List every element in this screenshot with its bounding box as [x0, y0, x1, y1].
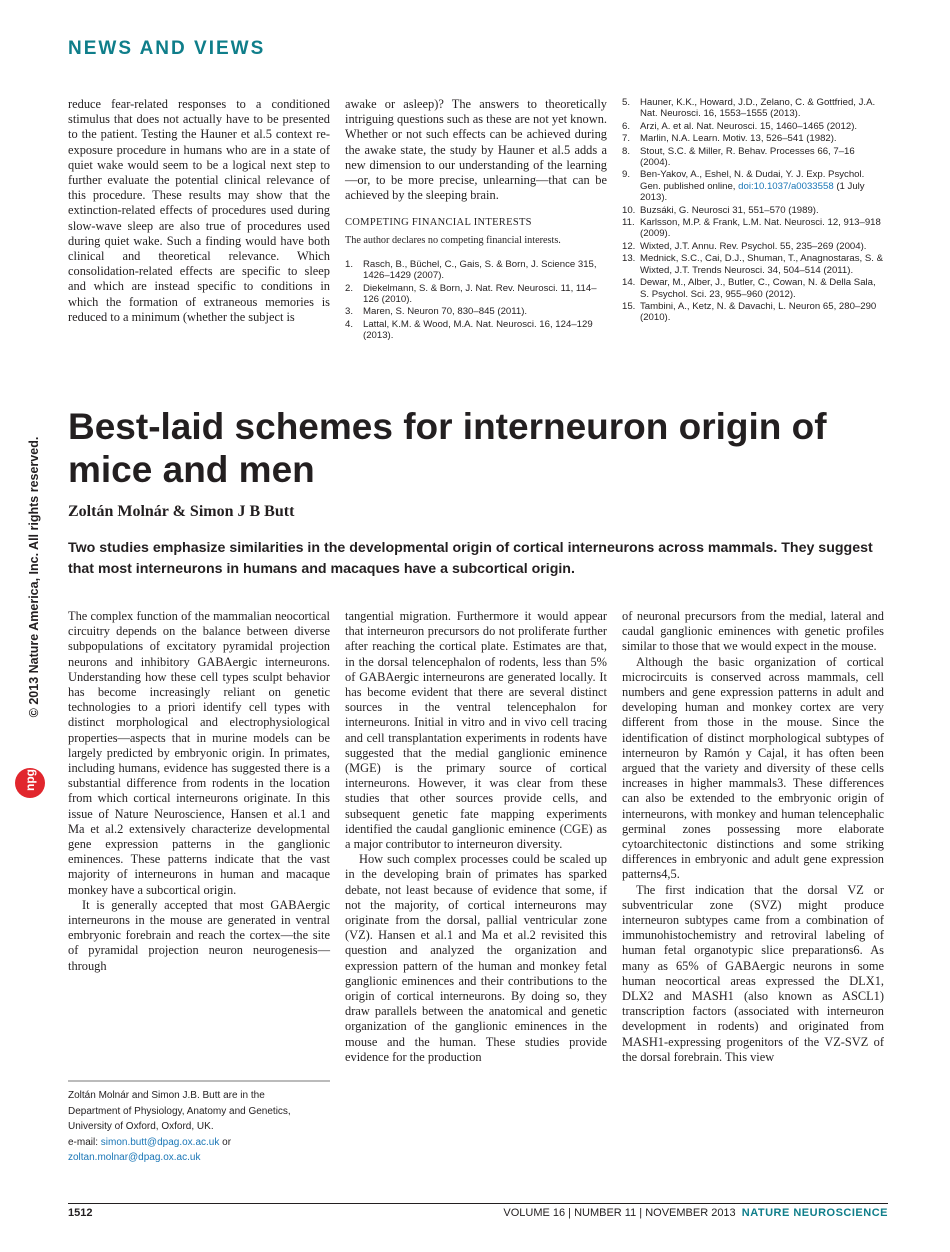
- reference-item: [622, 241, 884, 252]
- reference-text: Wixted, J.T. Annu. Rev. Psychol. 55, 235–269 (2004).: [640, 240, 867, 252]
- reference-number: 4.: [345, 318, 354, 330]
- body-paragraph: of neuronal precursors from the medial, lateral and caudal ganglionic eminences with genetic profiles similar to those that we would expect in the mouse.: [622, 609, 884, 654]
- issue-info: [503, 1207, 888, 1219]
- footer-rule: [68, 1203, 888, 1204]
- reference-item: [345, 306, 607, 317]
- reference-list-b: [622, 97, 884, 324]
- reference-item: [622, 217, 884, 240]
- reference-number: 5.: [622, 97, 631, 108]
- reference-text: Dewar, M., Alber, J., Butler, C., Cowan, N. & Della Sala, S. Psychol. Sci. 23, 955–960 (2012).: [640, 277, 876, 300]
- reference-text: (1 July 2013).: [640, 180, 865, 204]
- article-authors: Zoltán Molnár & Simon J B Butt: [68, 503, 295, 520]
- section-heading: NEWS AND VIEWS: [68, 38, 266, 59]
- reference-number: 7.: [622, 133, 631, 145]
- body-paragraph: tangential migration. Furthermore it would appear that interneuron precursors do not proliferate further after reaching the cortical plate. Estimates are that, in the dorsal telencephalon of rodents, less than 5% of GABAergic interneurons are generated locally. It has become evident that there are several distinct sources in the ventral telencephalon for interneurons. Initial in vitro and in vivo cell tracing and cell transplantation experiments in rodents have suggested that the medial ganglionic eminence (MGE) is the primary source of cortical interneurons. However, it was clear from these studies that other sources provide cells, and subsequent genetic fate mapping experiments identified the caudal ganglionic eminence (CGE) as a major contributor to interneuron diversity.: [345, 609, 607, 852]
- affiliation-line: University of Oxford, Oxford, UK.: [68, 1121, 214, 1132]
- reference-text: Mednick, S.C., Cai, D.J., Shuman, T., Anagnostaras, S. & Wixted, J.T. Trends Neurosci. 34, 504–514 (2011).: [640, 253, 883, 276]
- competing-interests-heading: COMPETING FINANCIAL INTERESTS: [345, 217, 532, 229]
- issue-text: VOLUME 16 | NUMBER 11 | NOVEMBER 2013: [503, 1207, 736, 1219]
- body-paragraph: It is generally accepted that most GABAergic interneurons in the mouse are generated in ventral embryonic forebrain and reach the cortex—the site of pyramidal projection neuron neurogenesis—through: [68, 897, 330, 973]
- email-link-molnar[interactable]: zoltan.molnar@dpag.ox.ac.uk: [68, 1152, 201, 1163]
- reference-text: Stout, S.C. & Miller, R. Behav. Processes 66, 7–16 (2004).: [640, 145, 855, 169]
- reference-number: 1.: [345, 258, 354, 270]
- reference-number: 3.: [345, 306, 354, 318]
- reference-list-a: [345, 259, 607, 342]
- reference-item: [622, 97, 884, 120]
- npg-logo-text: npg: [23, 769, 37, 791]
- reference-item: [622, 301, 884, 324]
- top-column-2-text: awake or asleep)? The answers to theoretically intriguing questions such as these are not yet known. Whether or not such effects can be achieved during the awake state, the study by Hauner et al.5 adds a new dimension to our understanding of the learning—or, to be more precise, unlearning—that can be achieved by the sleeping brain.: [345, 97, 607, 203]
- author-affiliation: [68, 1080, 330, 1166]
- body-paragraph: How such complex processes could be scaled up in the developing brain of primates has sparked debate, not least because of evidence that some, if not the majority, of cortical interneurons may originate from the dorsal, pallial ventricular zone (VZ). Hansen et al.1 and Ma et al.2 revisited this question and analyzed the organization and expression pattern of the human and monkey fetal ganglionic eminences and their contributions to the origin of cortical interneurons. By doing so, they draw parallels between the anatomical and genetic organization of the ganglionic eminences in the mouse and the human. These studies provide evidence for the production: [345, 852, 607, 1064]
- body-paragraph: The first indication that the dorsal VZ or subventricular zone (SVZ) might produce interneuron subtypes came from a combination of immunohistochemistry and retroviral labeling of human fetal organotypic slice preparations6. As many as 65% of GABAergic neurons in some human neocortical areas expressed the DLX1, DLX2 and MASH1 (also known as ASCL1) transcription factors (associated with interneuron development in rodents) and originated from MASH1-expressing progenitors of the VZ-SVZ of the dorsal forebrain. This view: [622, 882, 884, 1064]
- npg-logo: [15, 768, 45, 798]
- competing-interests-text: The author declares no competing financial interests.: [345, 234, 561, 246]
- reference-doi-link[interactable]: doi:10.1037/a0033558: [738, 180, 834, 192]
- reference-text: Karlsson, M.P. & Frank, L.M. Nat. Neurosci. 12, 913–918 (2009).: [640, 217, 881, 240]
- copyright-notice: © 2013 Nature America, Inc. All rights reserved.: [27, 436, 41, 718]
- body-paragraph: Although the basic organization of cortical microcircuits is conserved across mammals, cell numbers and gene expression patterns in adult and developing human and monkey cortex are very different from those in the mouse. Since the identification of distinct morphological subtypes of interneuron by Ramón y Cajal, it has often been argued that the variety and diversity of these cells increases in higher mammals3. These differences can also be extended to the embryonic origin of interneurons, with monkey and human telencephalic germinal zones possessing more elaborate cytoarchitectonic distinctions and some striking differences in embryonic and adult gene expression patterns4,5.: [622, 654, 884, 882]
- reference-text: Ben-Yakov, A., Eshel, N. & Dudai, Y. J. Exp. Psychol. Gen. published online,: [640, 169, 865, 192]
- reference-number: 12.: [622, 240, 636, 252]
- reference-text: Rasch, B., Büchel, C., Gais, S. & Born, J. Science 315, 1426–1429 (2007).: [363, 258, 597, 282]
- body-paragraph: The complex function of the mammalian neocortical circuitry depends on the balance between diverse subpopulations of excitatory pyramidal projection neurons and inhibitory GABAergic interneurons. Understanding how these cell types sculpt behavior has become increasingly reliant on genetic technologies to a priori identify cell types with distinct morphological and electrophysiological properties—aspects that in murine models can be largely predicted by embryonic origin. In primates, including humans, evidence has suggested there is a substantial difference from rodents in the location from which cortical interneurons originate. In this issue of Nature Neuroscience, Hansen et al.1 and Ma et al.2 extensively characterize developmental gene expression patterns in the ganglionic eminences. These patterns indicate that the vast majority of interneurons in human and macaque monkey have a subcortical origin.: [68, 609, 330, 897]
- reference-item: [345, 259, 607, 282]
- reference-text: Tambini, A., Ketz, N. & Davachi, L. Neuron 65, 280–290 (2010).: [640, 300, 877, 324]
- reference-text: Buzsáki, G. Neurosci 31, 551–570 (1989).: [640, 204, 819, 216]
- page-number: 1512: [68, 1207, 93, 1219]
- reference-item: [622, 253, 884, 276]
- reference-number: 14.: [622, 277, 636, 289]
- reference-item: [622, 133, 884, 144]
- reference-number: 6.: [622, 120, 631, 132]
- body-column-1: [68, 609, 330, 974]
- reference-item: [345, 283, 607, 306]
- journal-name: NATURE NEUROSCIENCE: [741, 1207, 888, 1219]
- body-column-3: [622, 609, 884, 1065]
- reference-number: 10.: [622, 204, 636, 216]
- reference-number: 15.: [622, 300, 636, 312]
- reference-text: Hauner, K.K., Howard, J.D., Zelano, C. & Gottfried, J.A. Nat. Neurosci. 16, 1553–1555 (2013).: [640, 97, 876, 120]
- reference-item: [622, 205, 884, 216]
- reference-item: [622, 121, 884, 132]
- reference-text: Maren, S. Neuron 70, 830–845 (2011).: [363, 306, 528, 318]
- email-prefix: e-mail:: [68, 1136, 101, 1148]
- email-line: [68, 1135, 330, 1151]
- copyright-sidebar: [22, 410, 48, 750]
- reference-text: Lattal, K.M. & Wood, M.A. Nat. Neurosci. 16, 124–129 (2013).: [363, 318, 593, 342]
- top-column-3: [622, 97, 884, 325]
- reference-item: [622, 169, 884, 203]
- body-column-2: [345, 609, 607, 1065]
- email-link-butt[interactable]: simon.butt@dpag.ox.ac.uk: [100, 1136, 220, 1148]
- affiliation-line: Zoltán Molnár and Simon J.B. Butt are in the: [68, 1090, 265, 1101]
- reference-number: 2.: [345, 282, 354, 294]
- reference-number: 8.: [622, 145, 631, 157]
- reference-text: Diekelmann, S. & Born, J. Nat. Rev. Neurosci. 11, 114–126 (2010).: [363, 282, 597, 306]
- reference-text: Arzi, A. et al. Nat. Neurosci. 15, 1460–1465 (2012).: [640, 120, 858, 132]
- reference-item: [622, 277, 884, 300]
- affiliation-line: Department of Physiology, Anatomy and Genetics,: [68, 1105, 291, 1117]
- article-standfirst: Two studies emphasize similarities in the developmental origin of cortical interneurons across mammals. They suggest that most interneurons in humans and macaques have a subcortical origin.: [68, 540, 873, 577]
- reference-number: 13.: [622, 253, 636, 265]
- top-column-2: [345, 97, 607, 343]
- reference-text: Marlin, N.A. Learn. Motiv. 13, 526–541 (1982).: [640, 133, 837, 145]
- email-or: or: [219, 1136, 232, 1148]
- reference-item: [345, 319, 607, 342]
- reference-number: 11.: [622, 217, 635, 229]
- reference-item: [622, 146, 884, 169]
- reference-number: 9.: [622, 169, 631, 181]
- article-title: Best-laid schemes for interneuron origin of mice and men: [68, 406, 827, 490]
- top-column-1: reduce fear-related responses to a conditioned stimulus that does not actually have to be presented to the patient. Testing the Hauner et al.5 context re-exposure procedure in humans who are in a state of quiet wake would seem to be a logical next step to further evaluate the potential clinical relevance of this procedure. These results may show that the extinction-related effects of procedures used during slow-wave sleep are also true of procedures used during quiet wake. Such a finding would have both clinical and theoretical relevance. Which consolidation-related effects are specific to sleep and which are instead specific to conditions in which the formation of extraneous memories is reduced to a minimum (whether the subject is: [68, 97, 330, 324]
